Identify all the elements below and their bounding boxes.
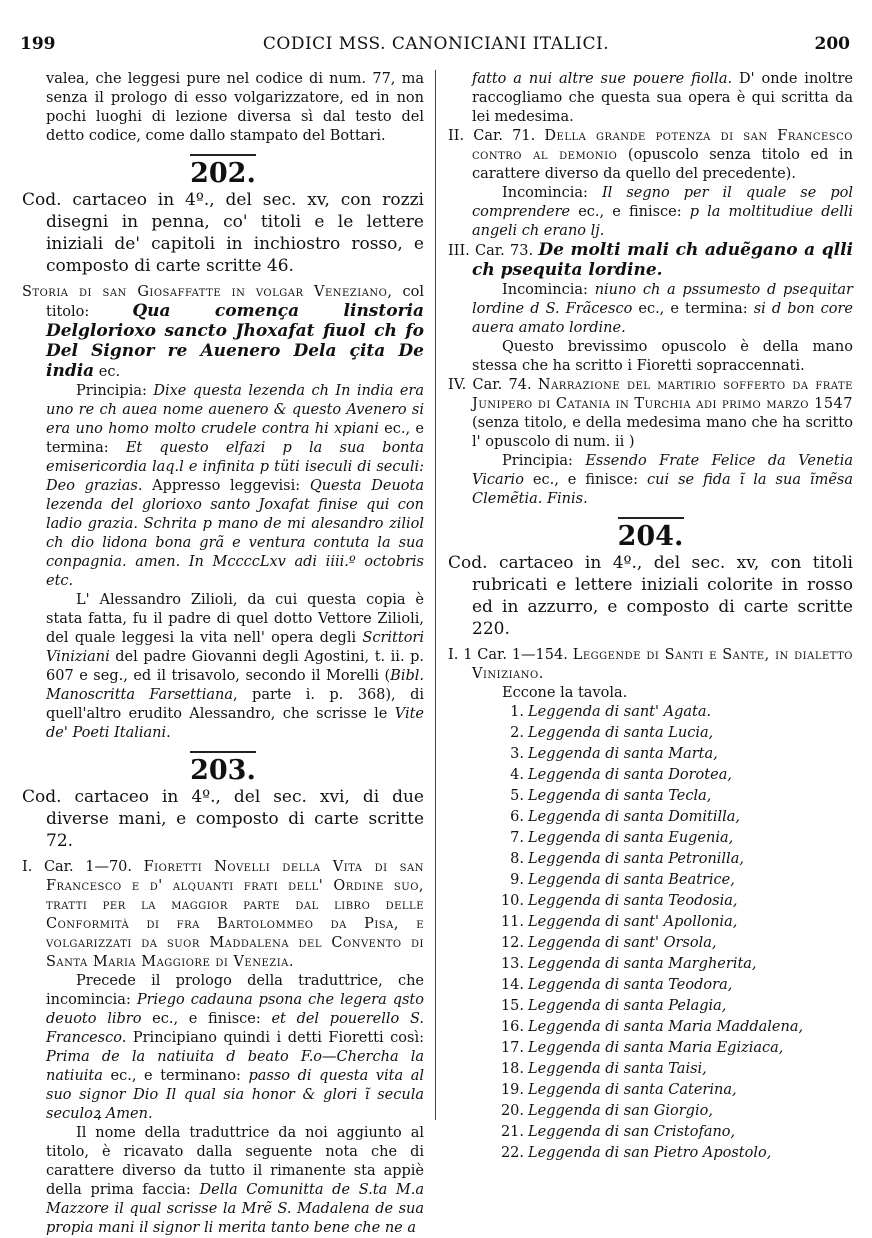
list-item [498,955,853,976]
list-item-title: Leggenda di santa Petronilla, [528,851,744,867]
list-item-title: Leggenda di santa Eugenia, [528,830,734,846]
list-item-number: 2. [510,725,524,741]
list-item [498,724,853,745]
tavola-heading: Eccone la tavola. [502,685,628,701]
list-item-title: Leggenda di santa Marta, [528,746,718,762]
page-number-right: 200 [814,34,850,54]
list-item-number: 13. [500,956,524,972]
codex-description-202: Cod. cartaceo in 4º., del sec. xv, con rozzi disegni in penna, co' titoli e le lettere iniziali de' capitoli in inchiostro rosso, e composto di carte scritte 46. [22,190,424,276]
left-column [22,70,424,1238]
list-item-title: Leggenda di san Pietro Apostolo, [528,1145,772,1161]
codex-description-203: Cod. cartaceo in 4º., del sec. xvi, di due diverse mani, e composto di carte scritte 72. [22,787,424,851]
divider [618,517,684,519]
intro-paragraph: valea, che leggesi pure nel codice di num. 77, ma senza il prologo di esso volgarizzatore, ed in non pochi luoghi di lezione diversa sì dal testo del detto codice, come dallo stampato del Bottari. [46,71,424,144]
list-item-title: Leggenda di santa Caterina, [528,1082,737,1098]
list-item [498,934,853,955]
list-item [498,1060,853,1081]
list-item-title: Leggenda di santa Tecla, [528,788,712,804]
list-item [498,1081,853,1102]
list-item [498,892,853,913]
entry-number-202: 202. [22,154,424,183]
list-item-number: 4. [510,767,524,783]
list-item [498,1018,853,1039]
list-item-title: Leggenda di santa Maria Maddalena, [528,1019,804,1035]
list-item-title: Leggenda di santa Dorotea, [528,767,732,783]
item-IV: IV. Car. 74. Narrazione del martirio sofferto da frate Junipero di Catania in Turchia adi primo marzo 1547 (senza titolo, e della medesima mano che ha scritto l' opuscolo di num. ii ) [448,377,853,450]
list-item [498,1123,853,1144]
right-column [448,70,853,1165]
list-item [498,997,853,1018]
list-item-number: 10. [500,893,524,909]
list-item-number: 1. [510,704,524,720]
list-item-number: 18. [500,1061,524,1077]
list-item-number: 12. [500,935,524,951]
item-IV-incipit: Principia: Essendo Frate Felice da Venetia Vicario ec., e finisce: cui se fida ĩ la sua ĩmẽsa Clemẽtia. Finis. [472,453,853,507]
list-item-title: Leggenda di santa Beatrice, [528,872,735,888]
list-item-title: Leggenda di santa Teodora, [528,977,733,993]
codex-description-204: Cod. cartaceo in 4º., del sec. xv, con titoli rubricati e lettere iniziali colorite in rosso ed in azzurro, e composto di carte scritte 220. [448,553,853,639]
list-item [498,913,853,934]
list-item-title: Leggenda di sant' Apollonia, [528,914,738,930]
list-item [498,745,853,766]
item-I-203: I. Car. 1—70. Fioretti Novelli della Vita di san Francesco e d' alquanti frati dell' Ordine suo, tratti per la maggior parte dal libro delle Conformità di fra Bartolommeo da Pisa, e volgarizzati da suor Maddalena del Convento di Santa Maria Maggiore di Venezia. [22,859,424,970]
list-item-number: 5. [510,788,524,804]
list-item [498,871,853,892]
list-item-title: Leggenda di sant' Agata. [528,704,712,720]
list-item-number: 3. [510,746,524,762]
list-item-number: 16. [500,1019,524,1035]
list-item-title: Leggenda di san Giorgio, [528,1103,713,1119]
list-item-number: 7. [510,830,524,846]
item-III: III. Car. 73. De molti mali ch aduẽgano a qlli ch psequita lordine. [448,240,853,280]
list-item-title: Leggenda di santa Pelagia, [528,998,727,1014]
list-item-title: Leggenda di santa Domitilla, [528,809,740,825]
list-item-number: 17. [500,1040,524,1056]
item-III-note: Questo brevissimo opuscolo è della mano stessa che ha scritto i Fioretti sopraccennati. [472,339,853,374]
list-item [498,976,853,997]
list-item [498,829,853,850]
continuation-paragraph: fatto a nui altre sue pouere fiolla. D' onde inoltre raccogliamo che questa sua opera è qui scritta da lei medesima. [472,71,853,125]
list-item-title: Leggenda di san Cristofano, [528,1124,736,1140]
list-item-number: 19. [500,1082,524,1098]
list-item-number: 6. [510,809,524,825]
note-zilioli: L' Alessandro Zilioli, da cui questa copia è stata fatta, fu il padre di quel dotto Vettore Zilioli, del quale leggesi la vita nell' opera degli Scrittori Viniziani del padre Giovanni degli Agostini, t. ii. p. 607 e seg., ed il trisavolo, secondo il Morelli (Bibl. Manoscritta Farsettiana, parte i. p. 368), di quell'altro erudito Alessandro, che scrisse le Vite de' Poeti Italiani. [46,592,424,741]
list-item [498,1144,853,1165]
item-III-incipit: Incomincia: niuno ch a pssumesto d psequitar lordine d S. Frãcesco ec., e termina: si d bon core auera amato lordine. [472,282,853,336]
item-I-204: I. 1 Car. 1—154. Leggende di Santi e Sante, in dialetto Viniziano. [448,647,853,682]
entry-number-203: 203. [22,751,424,780]
list-item-title: Leggenda di santa Lucia, [528,725,714,741]
page-header [0,0,872,60]
divider [190,154,256,156]
list-item-number: 9. [510,872,524,888]
translator-note: Il nome della traduttrice da noi aggiunto al titolo, è ricavato dalla seguente nota che di carattere diverso da tutto il rimanente sta appiè della prima faccia: Della Comunitta de S.ta M.a Mazzore il qual scrisse la Mrẽ S. Madalena de sua propia mani il signor li merita tanto bene che ne a [46,1125,424,1236]
list-item-title: Leggenda di santa Maria Egiziaca, [528,1040,784,1056]
principia-202: Principia: Dixe questa lezenda ch In india era uno re ch auea nome auenero & questo Avenero si era uno homo molto crudele contra hi xpiani ec., e termina: Et questo elfazi p la sua bonta emisericordia laq.l e infinita p tüti iseculi di seculi: Deo grazias. Appresso leggevisi: Questa Deuota lezenda del glorioxo santo Joxafat finise qui con ladio grazia. Schrita p mano de mi alesandro ziliol ch dio lidona bona grã e ventura contuta la sua conpagnia. amen. In MccccLxv adi iiii.º octobris etc. [46,383,424,589]
running-title: CODICI MSS. CANONICIANI ITALICI. [262,34,610,54]
divider [190,751,256,753]
list-item-title: Leggenda di santa Taisi, [528,1061,707,1077]
list-item [498,1102,853,1123]
column-divider [435,70,436,1120]
list-item-number: 11. [500,914,524,930]
list-item-number: 14. [500,977,524,993]
legend-list [448,703,853,1165]
item-II: II. Car. 71. Della grande potenza di san Francesco contro al demonio (opuscolo senza titolo ed in carattere diverso da quello del precedente). [448,128,853,182]
entry-number-204: 204. [448,517,853,546]
list-item [498,766,853,787]
list-item [498,787,853,808]
list-item-title: Leggenda di santa Teodosia, [528,893,738,909]
page-number-left: 199 [20,34,56,54]
item-II-incipit: Incomincia: Il segno per il quale se pol comprendere ec., e finisce: p la moltitudiue delli angeli ch erano lj. [472,185,853,239]
list-item-number: 20. [500,1103,524,1119]
list-item-number: 15. [500,998,524,1014]
list-item-number: 21. [500,1124,524,1140]
list-item-number: 22. [500,1145,524,1161]
list-item [498,703,853,724]
list-item [498,1039,853,1060]
list-item [498,808,853,829]
list-item [498,850,853,871]
item-title-202: Storia di san Giosaffatte in volgar Veneziano, col titolo: Qua començа linstoria Delglorioxo sancto Jhoxafat fiuol ch fo Del Signor re Auenero Dela çita De india ec. [22,284,424,381]
list-item-title: Leggenda di santa Margherita, [528,956,757,972]
list-item-number: 8. [510,851,524,867]
list-item-title: Leggenda di sant' Orsola, [528,935,717,951]
prologue-paragraph: Precede il prologo della traduttrice, che incomincia: Priego cadauna psona che legera qsto deuoto libro ec., e finisce: et del pouerello S. Francesco. Principiano quindi i detti Fioretti così: Prima de la natiuita d beato F.o—Chercha la natiuita ec., e terminano: passo di questa vita al suo signor Dio Il qual sia honor & glori ĩ secula seculoꝝ Amen. [46,973,424,1122]
